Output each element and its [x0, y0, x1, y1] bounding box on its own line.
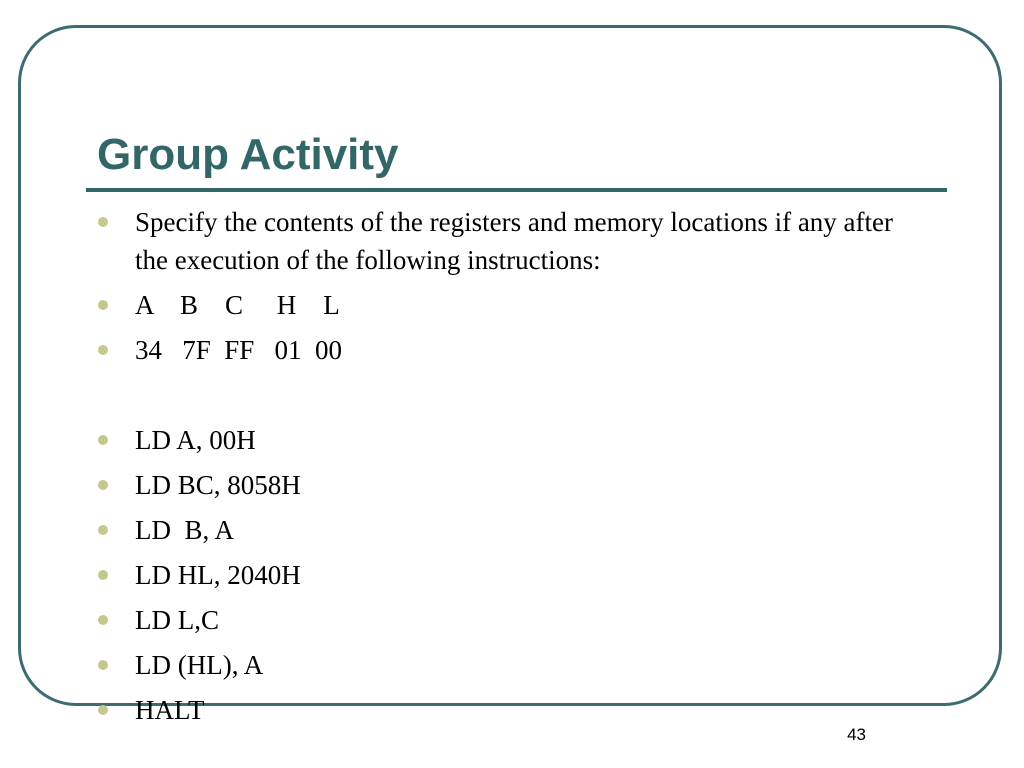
bullet-item [135, 691, 925, 729]
bullet-dot-icon [98, 217, 108, 227]
bullet-text: HALT [135, 695, 205, 725]
bullet-text: LD BC, 8058H [135, 470, 301, 500]
bullet-text: LD (HL), A [135, 650, 264, 680]
bullet-dot-icon [98, 300, 108, 310]
bullet-item [135, 511, 925, 549]
bullet-item [135, 466, 925, 504]
bullet-dot-icon [98, 435, 108, 445]
bullet-dot-icon [98, 570, 108, 580]
bullet-item [135, 646, 925, 684]
bullet-item [135, 556, 925, 594]
bullet-item [135, 203, 925, 279]
bullet-item [135, 286, 925, 324]
bullet-text: LD A, 00H [135, 425, 256, 455]
bullet-text: LD HL, 2040H [135, 560, 301, 590]
bullet-dot-icon [98, 525, 108, 535]
bullet-text: LD B, A [135, 515, 235, 545]
bullet-text: LD L,C [135, 605, 219, 635]
bullet-item [135, 601, 925, 639]
page-number: 43 [847, 725, 866, 744]
slide-title: Group Activity [97, 130, 399, 179]
bullet-dot-icon [98, 345, 108, 355]
bullet-item [135, 421, 925, 459]
bullet-dot-icon [98, 660, 108, 670]
bullet-dot-icon [98, 705, 108, 715]
bullet-dot-icon [98, 615, 108, 625]
bullet-text: Specify the contents of the registers and memory locations if any after the execution of the following instructions: [135, 207, 900, 275]
bullet-item [135, 331, 925, 369]
bullet-text: A B C H L [135, 290, 340, 320]
bullet-text: 34 7F FF 01 00 [135, 335, 343, 365]
bullet-dot-icon [98, 480, 108, 490]
